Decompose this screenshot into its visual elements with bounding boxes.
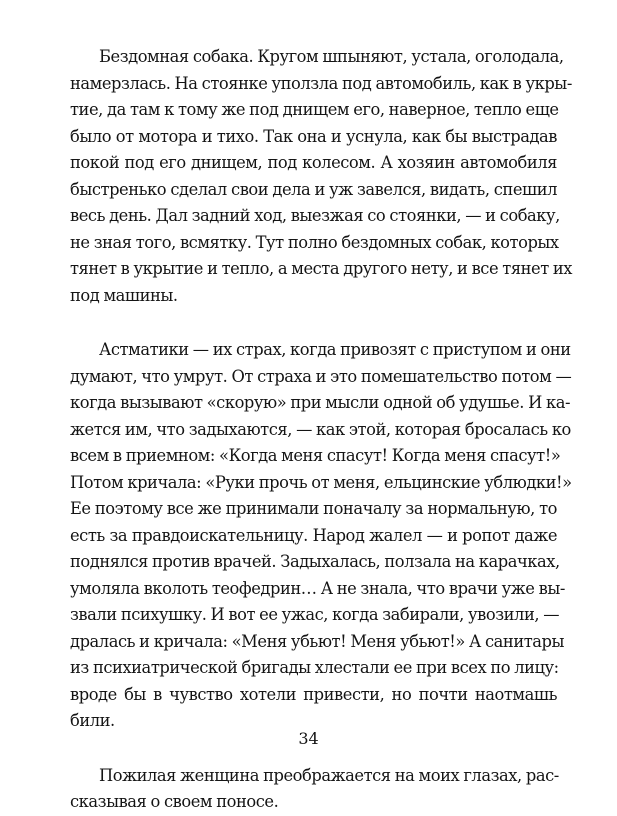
text-line: под машины. <box>70 285 178 305</box>
text-line: быстренько сделал свои дела и уж завелся, видать, спешил <box>70 179 557 199</box>
paragraph-elderly-woman <box>70 763 557 816</box>
text-line: Пожилая женщина преображается на моих глазах, рас- <box>99 765 559 785</box>
text-line: есть за правдоискательницу. Народ жалел — и ропот даже <box>70 525 557 545</box>
text-line: Астматики — их страх, когда привозят с приступом и они <box>99 340 571 359</box>
text-line: тянет в укрытие и тепло, а места другого нету, и все тянет их <box>70 259 573 278</box>
paragraph-stray-dog <box>70 44 573 309</box>
page-number: 34 <box>298 729 319 748</box>
paragraph-asthmatics <box>70 337 572 735</box>
text-line: когда вызывают «скорую» при мысли одной об удушье. И ка- <box>70 393 571 412</box>
text-body <box>70 44 573 816</box>
text-line: поднялся против врачей. Задыхалась, ползала на карачках, <box>70 552 560 571</box>
text-line: всем в приемном: «Когда меня спасут! Когда меня спасут!» <box>70 446 561 465</box>
text-line: Бездомная собака. Кругом шпыняют, устала, оголодала, <box>99 47 564 66</box>
text-line: тие, да там к тому же под днищем его, наверное, тепло еще <box>70 100 559 119</box>
text-line: Потом кричала: «Руки прочь от меня, ельцинские ублюдки!» <box>70 472 572 492</box>
text-line: не зная того, всмятку. Тут полно бездомных собак, которых <box>70 232 559 252</box>
text-line: весь день. Дал задний ход, выезжая со стоянки, — и собаку, <box>70 206 560 225</box>
text-line: Ее поэтому все же принимали поначалу за нормальную, то <box>70 499 557 518</box>
text-line: жется им, что задыхаются, — как этой, которая бросалась ко <box>70 419 571 439</box>
text-line: умоляла вколоть теофедрин… А не знала, что врачи уже вы- <box>70 578 565 598</box>
text-line: вроде бы в чувство хотели привести, но почти наотмашь <box>70 684 557 704</box>
text-line: думают, что умрут. От страха и это помешательство потом — <box>70 366 572 386</box>
text-line: звали психушку. И вот ее ужас, когда забирали, увозили, — <box>70 605 560 624</box>
text-line: сказывая о своем поносе. <box>70 792 279 811</box>
text-line: намерзлась. На стоянке уползла под автомобиль, как в укры- <box>70 73 572 93</box>
text-line: из психиатрической бригады хлестали ее при всех по лицу: <box>70 658 559 677</box>
text-line: били. <box>70 711 115 730</box>
text-line: было от мотора и тихо. Так она и уснула, как бы выстрадав <box>70 126 557 146</box>
text-line: покой под его днищем, под колесом. А хозяин автомобиля <box>70 153 557 172</box>
text-line: дралась и кричала: «Меня убьют! Меня убьют!» А санитары <box>70 631 565 651</box>
paragraph-gap <box>70 309 557 337</box>
